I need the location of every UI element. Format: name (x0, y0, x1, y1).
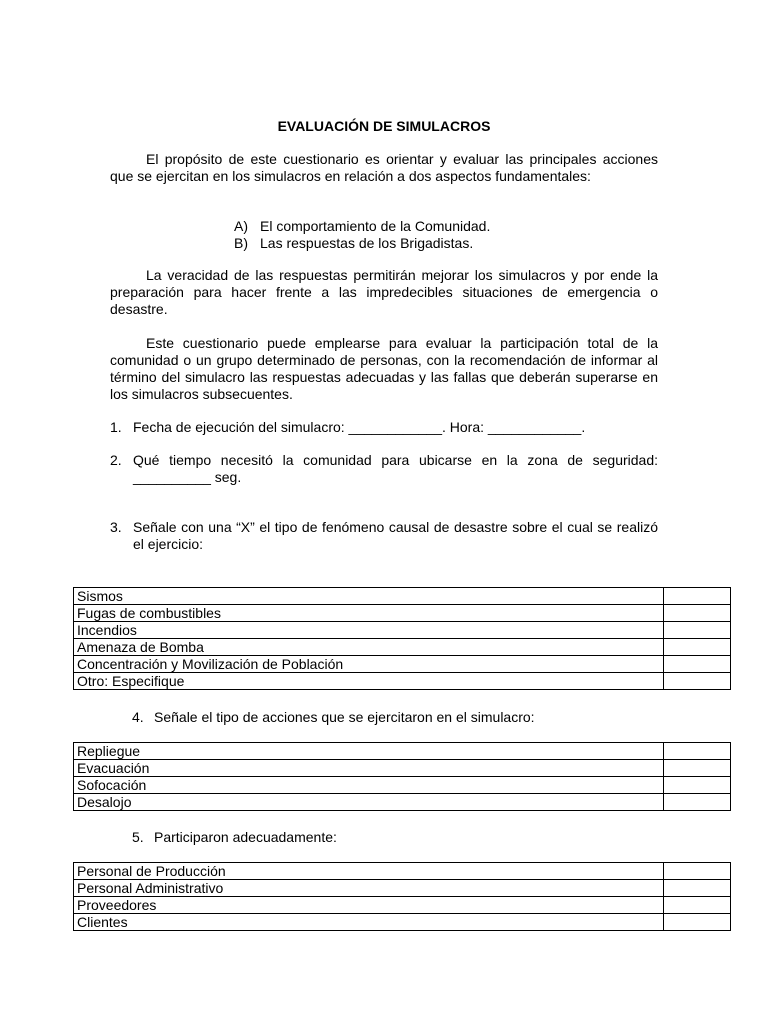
question-text: Señale el tipo de acciones que se ejercitaron en el simulacro: (154, 709, 535, 725)
question-2 (110, 452, 658, 486)
question-5 (132, 829, 337, 846)
checkbox-cell[interactable] (664, 760, 731, 777)
checkbox-cell[interactable] (664, 743, 731, 760)
question-3 (110, 519, 658, 553)
document-title: EVALUACIÓN DE SIMULACROS (277, 118, 491, 134)
table-cell-label: Desalojo (74, 794, 664, 811)
table-row (74, 880, 731, 897)
checkbox-cell[interactable] (664, 588, 731, 605)
phenomena-table (73, 587, 731, 690)
checkbox-cell[interactable] (664, 777, 731, 794)
table-row (74, 760, 731, 777)
table-cell-label: Evacuación (74, 760, 664, 777)
table-row (74, 863, 731, 880)
table-cell-label: Clientes (74, 914, 664, 931)
table-cell-label: Proveedores (74, 897, 664, 914)
table-row (74, 743, 731, 760)
checkbox-cell[interactable] (664, 897, 731, 914)
table-row (74, 656, 731, 673)
question-4 (132, 709, 535, 726)
aspects-list (234, 218, 490, 252)
table-cell-label: Fugas de combustibles (74, 605, 664, 622)
question-text: Fecha de ejecución del simulacro: ____________. Hora: ____________. (133, 419, 586, 435)
checkbox-cell[interactable] (664, 880, 731, 897)
table-cell-label: Sofocación (74, 777, 664, 794)
checkbox-cell[interactable] (664, 863, 731, 880)
paragraph-veracity: La veracidad de las respuestas permitirán mejorar los simulacros y por ende la preparación para hacer frente a las impredecibles situaciones de emergencia o desastre. (110, 267, 658, 317)
question-text: Participaron adecuadamente: (154, 829, 337, 845)
table-row (74, 897, 731, 914)
table-cell-label: Amenaza de Bomba (74, 639, 664, 656)
participants-table (73, 862, 731, 931)
checkbox-cell[interactable] (664, 622, 731, 639)
aspect-item-a: A) El comportamiento de la Comunidad. (234, 218, 491, 234)
table-row (74, 588, 731, 605)
checkbox-cell[interactable] (664, 794, 731, 811)
question-text: Qué tiempo necesitó la comunidad para ubicarse en la zona de seguridad: __________ seg. (133, 452, 658, 485)
aspect-item-b: B) Las respuestas de los Brigadistas. (234, 235, 474, 251)
table-cell-label: Otro: Especifique (74, 673, 664, 690)
checkbox-cell[interactable] (664, 605, 731, 622)
question-number: 3. (110, 519, 122, 535)
checkbox-cell[interactable] (664, 639, 731, 656)
paragraph-usage: Este cuestionario puede emplearse para evaluar la participación total de la comunidad o un grupo determinado de personas, con la recomendación de informar al término del simulacro las respuestas adecuadas y las fallas que deberán superarse en los simulacros subsecuentes. (110, 335, 658, 402)
table-cell-label: Repliegue (74, 743, 664, 760)
question-number: 2. (110, 452, 122, 468)
question-number: 5. (132, 829, 144, 845)
table-row (74, 914, 731, 931)
checkbox-cell[interactable] (664, 673, 731, 690)
table-cell-label: Personal Administrativo (74, 880, 664, 897)
question-1 (110, 419, 658, 436)
question-text: Señale con una “X” el tipo de fenómeno causal de desastre sobre el cual se realizó el ejercicio: (133, 519, 658, 552)
table-row (74, 622, 731, 639)
table-row (74, 673, 731, 690)
table-cell-label: Incendios (74, 622, 664, 639)
question-number: 1. (110, 419, 122, 435)
checkbox-cell[interactable] (664, 914, 731, 931)
table-cell-label: Sismos (74, 588, 664, 605)
question-number: 4. (132, 709, 144, 725)
table-cell-label: Concentración y Movilización de Población (74, 656, 664, 673)
table-row (74, 794, 731, 811)
table-cell-label: Personal de Producción (74, 863, 664, 880)
intro-paragraph: El propósito de este cuestionario es orientar y evaluar las principales acciones que se ejercitan en los simulacros en relación a dos aspectos fundamentales: (110, 151, 658, 184)
checkbox-cell[interactable] (664, 656, 731, 673)
actions-table (73, 742, 731, 811)
table-row (74, 639, 731, 656)
table-row (74, 605, 731, 622)
table-row (74, 777, 731, 794)
